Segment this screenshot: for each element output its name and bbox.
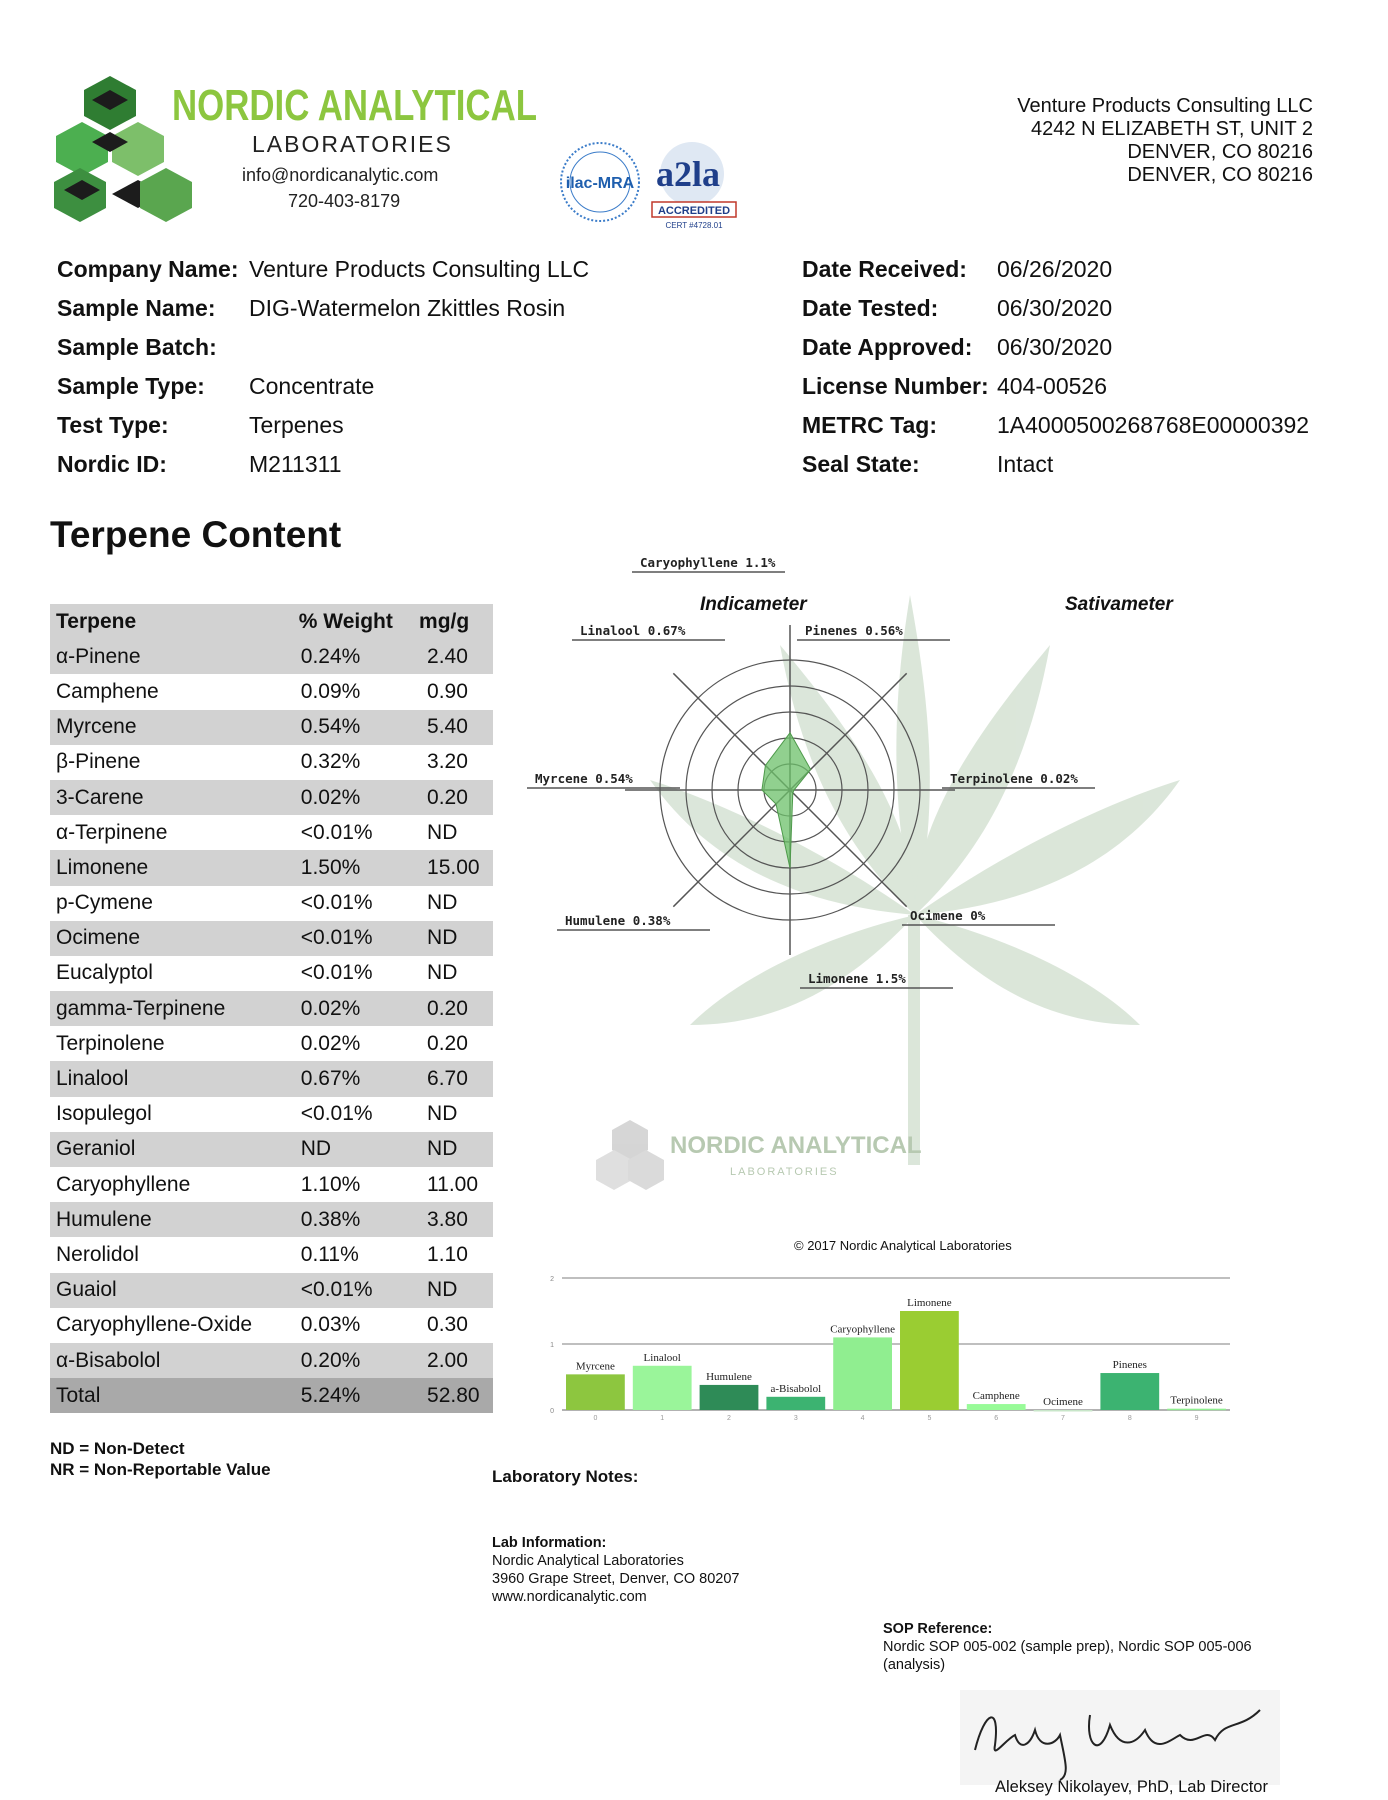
brand-name: NORDIC ANALYTICAL [172,81,537,130]
cell-weight: 0.02% [293,991,413,1026]
cell-name: Guaiol [50,1273,293,1308]
table-row [50,815,493,850]
table-row [50,1308,493,1343]
radar-label: Humulene 0.38% [565,913,671,928]
cell-weight: 0.32% [300,750,361,774]
company-name-label: Company Name: [57,256,239,282]
date-tested-label: Date Tested: [802,295,939,321]
cell-mg: 3.80 [413,1202,493,1237]
cell-name: p-Cymene [56,891,153,915]
cell-name: Myrcene [50,710,293,745]
cell-mg: ND [427,820,458,844]
cell-name: β-Pinene [56,750,141,774]
cell-name: Camphene [56,679,159,703]
lab-info-label: Lab Information: [492,1535,607,1551]
x-tick-label: 4 [860,1415,865,1422]
cell-weight: 1.50% [293,850,413,885]
bar [1167,1409,1226,1411]
metrc-tag-label: METRC Tag: [802,412,938,438]
date-approved-value: 06/30/2020 [997,334,1113,360]
indicameter-label: Indicameter [700,594,807,615]
table-row [50,780,493,815]
cell-weight: 0.20% [293,1343,413,1378]
cell-mg: ND [427,1102,458,1126]
cell-weight: 0.03% [300,1313,361,1337]
cell-name: α-Bisabolol [50,1343,293,1378]
cell-weight: <0.01% [293,921,413,956]
sample-name-label: Sample Name: [57,295,216,321]
bar [566,1374,625,1410]
lab-notes-label: Laboratory Notes: [492,1467,639,1486]
lab-info-line: www.nordicanalytic.com [492,1589,647,1605]
radar-labels [527,555,1095,988]
cell-name: Isopulegol [56,1102,152,1126]
x-tick-label: 6 [994,1415,999,1422]
radar-label: Terpinolene 0.02% [950,771,1078,786]
cell-weight: ND [293,1132,413,1167]
cell-name: gamma-Terpinene [50,991,293,1026]
cell-weight: 0.11% [300,1242,359,1266]
cell-mg: 1.10 [427,1242,468,1266]
table-row [50,991,493,1026]
x-tick-label: 5 [927,1415,932,1422]
y-tick-label: 1 [550,1342,554,1349]
cell-name: 3-Carene [50,780,293,815]
table-row [50,639,493,674]
cell-weight: 0.67% [293,1061,413,1096]
table-row [50,956,493,991]
table-row [50,1237,493,1272]
address-line: DENVER, CO 80216 [1127,141,1313,163]
radar-label: Caryophyllene 1.1% [640,555,776,570]
table-row [50,1273,493,1308]
bar-label: a-Bisabolol [770,1382,822,1395]
cell-name: Geraniol [50,1132,293,1167]
bar-label: Camphene [972,1390,1020,1403]
cell-name: Terpinolene [56,1031,165,1055]
cell-mg: 0.90 [427,679,468,703]
section-title: Terpene Content [50,514,342,555]
cell-name: Limonene [50,850,293,885]
legend-nr: NR = Non-Reportable Value [50,1460,271,1479]
radar-label: Ocimene 0% [910,908,986,923]
bar-label: Caryophyllene [830,1323,895,1336]
cell-mg: 3.20 [427,750,468,774]
table-row [50,1343,493,1378]
cell-name: Ocimene [50,921,293,956]
sample-type-label: Sample Type: [57,373,205,399]
lab-info-line: Nordic Analytical Laboratories [492,1553,684,1569]
lab-info-line: 3960 Grape Street, Denver, CO 80207 [492,1571,740,1587]
table-row [50,1097,493,1132]
cell-mg: 11.00 [427,1172,479,1196]
address-line: Venture Products Consulting LLC [1017,95,1313,117]
license-number-value: 404-00526 [997,373,1107,399]
cannabis-leaf-watermark-icon [650,595,1180,1165]
cell-weight: 0.09% [300,679,361,703]
seal-state-label: Seal State: [802,451,920,477]
cell-mg: 0.30 [427,1313,468,1337]
cell-mg: 6.70 [413,1061,493,1096]
brand-subtitle: LABORATORIES [252,131,453,157]
company-name-value: Venture Products Consulting LLC [249,256,590,282]
cell-mg: 0.20 [413,991,493,1026]
table-row [50,1167,493,1202]
y-tick-label: 0 [550,1408,554,1415]
cell-name: α-Terpinene [56,820,168,844]
cell-mg: ND [413,1273,493,1308]
cell-weight: <0.01% [300,820,373,844]
address-line: 4242 N ELIZABETH ST, UNIT 2 [1031,118,1313,140]
cell-mg: 0.20 [427,1031,468,1055]
table-row [50,1061,493,1096]
bar [1100,1373,1159,1410]
bar-label: Terpinolene [1170,1394,1223,1407]
table-row [50,1026,493,1061]
sample-type-value: Concentrate [249,373,375,399]
cell-name: Humulene [50,1202,293,1237]
legend-nd: ND = Non-Detect [50,1439,185,1458]
cell-name: Caryophyllene-Oxide [56,1313,253,1337]
cell-mg: ND [413,1132,493,1167]
svg-text:CERT #4728.01: CERT #4728.01 [665,221,723,230]
svg-text:ACCREDITED: ACCREDITED [657,205,731,217]
column-header-mg: mg/g [413,604,493,639]
abbreviation-legend [50,1438,271,1480]
cell-weight: <0.01% [300,1102,373,1126]
cell-mg: 15.00 [413,850,493,885]
cell-mg: ND [427,961,458,985]
table-total-row [50,1378,493,1413]
x-tick-label: 8 [1127,1415,1132,1422]
nordic-id-value: M211311 [249,451,342,477]
x-tick-label: 2 [727,1415,731,1422]
sop-label: SOP Reference: [883,1621,993,1637]
x-tick-label: 0 [593,1415,598,1422]
cell-weight: 0.38% [293,1202,413,1237]
handwritten-signature [960,1690,1280,1785]
cell-name: Caryophyllene [56,1172,191,1196]
nordic-id-label: Nordic ID: [57,451,167,477]
a2la-accredited-badge-icon [652,142,736,230]
radar-label: Pinenes 0.56% [805,623,903,638]
seal-state-value: Intact [997,451,1054,477]
cell-weight: <0.01% [300,961,373,985]
cell-weight: 5.24% [293,1378,413,1413]
terpene-radar-chart [535,555,1240,1235]
lab-phone: 720-403-8179 [288,191,401,211]
radar-label: Myrcene 0.54% [535,771,633,786]
cell-weight: 1.10% [300,1172,361,1196]
table-row [50,921,493,956]
table-header-row [50,604,493,639]
cell-mg: 0.20 [413,780,493,815]
table-row [50,745,493,780]
x-tick-label: 3 [793,1415,798,1422]
bar [700,1385,759,1410]
chart-copyright: © 2017 Nordic Analytical Laboratories [794,1238,1012,1253]
cell-name: α-Pinene [50,639,293,674]
table-row [50,850,493,885]
cell-weight: 0.24% [293,639,413,674]
bar [833,1337,892,1410]
bar-label: Pinenes [1112,1359,1147,1372]
date-approved-label: Date Approved: [802,334,973,360]
radar-label: Linalool 0.67% [580,623,686,638]
cell-weight: <0.01% [293,1273,413,1308]
cell-weight: <0.01% [300,891,373,915]
metrc-tag-value: 1A4000500268768E00000392 [997,412,1310,438]
test-type-value: Terpenes [249,412,344,438]
table-row [50,710,493,745]
signer-name: Aleksey Nikolayev, PhD, Lab Director [995,1778,1268,1796]
y-tick-label: 2 [550,1276,554,1283]
bar [967,1404,1026,1410]
cell-name: Eucalyptol [56,961,153,985]
table-row [50,1132,493,1167]
table-row [50,1202,493,1237]
sample-name-value: DIG-Watermelon Zkittles Rosin [249,295,566,321]
date-received-label: Date Received: [802,256,967,282]
sample-info-left [57,250,589,484]
watermark-name: NORDIC ANALYTICAL [670,1132,922,1159]
x-tick-label: 1 [660,1415,665,1422]
cell-mg: 2.00 [413,1343,493,1378]
bar-label: Linalool [643,1351,681,1364]
cell-weight: 0.02% [300,1031,361,1055]
bar-label: Myrcene [575,1360,615,1373]
watermark-sub: LABORATORIES [730,1166,839,1178]
svg-text:a2la: a2la [655,154,721,194]
sop-reference-block [883,1620,1303,1674]
cell-mg: 52.80 [413,1378,493,1413]
cell-name: Total [50,1378,293,1413]
column-header-terpene: Terpene [50,604,293,639]
column-header-weight: % Weight [293,604,413,639]
cell-mg: ND [427,891,458,915]
svg-text:ilac-MRA: ilac-MRA [565,175,635,192]
bar-marks [566,1297,1226,1422]
address-line: DENVER, CO 80216 [1127,164,1313,186]
license-number-label: License Number: [802,373,989,399]
terpene-table [50,604,493,1413]
nordic-logo [50,72,731,230]
cell-name: Linalool [50,1061,293,1096]
date-tested-value: 06/30/2020 [997,295,1113,321]
cell-weight: 0.02% [293,780,413,815]
test-type-label: Test Type: [57,412,169,438]
bar [633,1366,692,1410]
bar [766,1397,825,1410]
terpene-bar-chart [550,1263,1240,1428]
ilac-mra-badge-icon [561,143,639,221]
cell-name: Nerolidol [56,1242,139,1266]
x-tick-label: 9 [1194,1415,1199,1422]
cell-mg: 2.40 [413,639,493,674]
bar [1034,1410,1093,1412]
sativameter-label: Sativameter [1065,594,1173,615]
bar [900,1311,959,1410]
sample-info-right [802,250,1309,484]
cell-mg: 5.40 [413,710,493,745]
sample-batch-label: Sample Batch: [57,334,217,360]
cell-weight: 0.54% [293,710,413,745]
table-row [50,674,493,709]
lab-email: info@nordicanalytic.com [242,165,439,185]
cell-mg: ND [413,921,493,956]
sop-text: Nordic SOP 005-002 (sample prep), Nordic SOP 005-006 (analysis) [883,1639,1252,1673]
lab-info-block [492,1534,739,1606]
table-row [50,886,493,921]
date-received-value: 06/26/2020 [997,256,1113,282]
bar-label: Humulene [706,1370,752,1383]
bar-label: Limonene [907,1297,952,1309]
x-tick-label: 7 [1061,1415,1065,1422]
watermark-logo-icon [596,1120,664,1190]
radar-label: Limonene 1.5% [808,971,906,986]
bar-label: Ocimene [1043,1396,1083,1408]
client-address-block [1017,95,1313,187]
